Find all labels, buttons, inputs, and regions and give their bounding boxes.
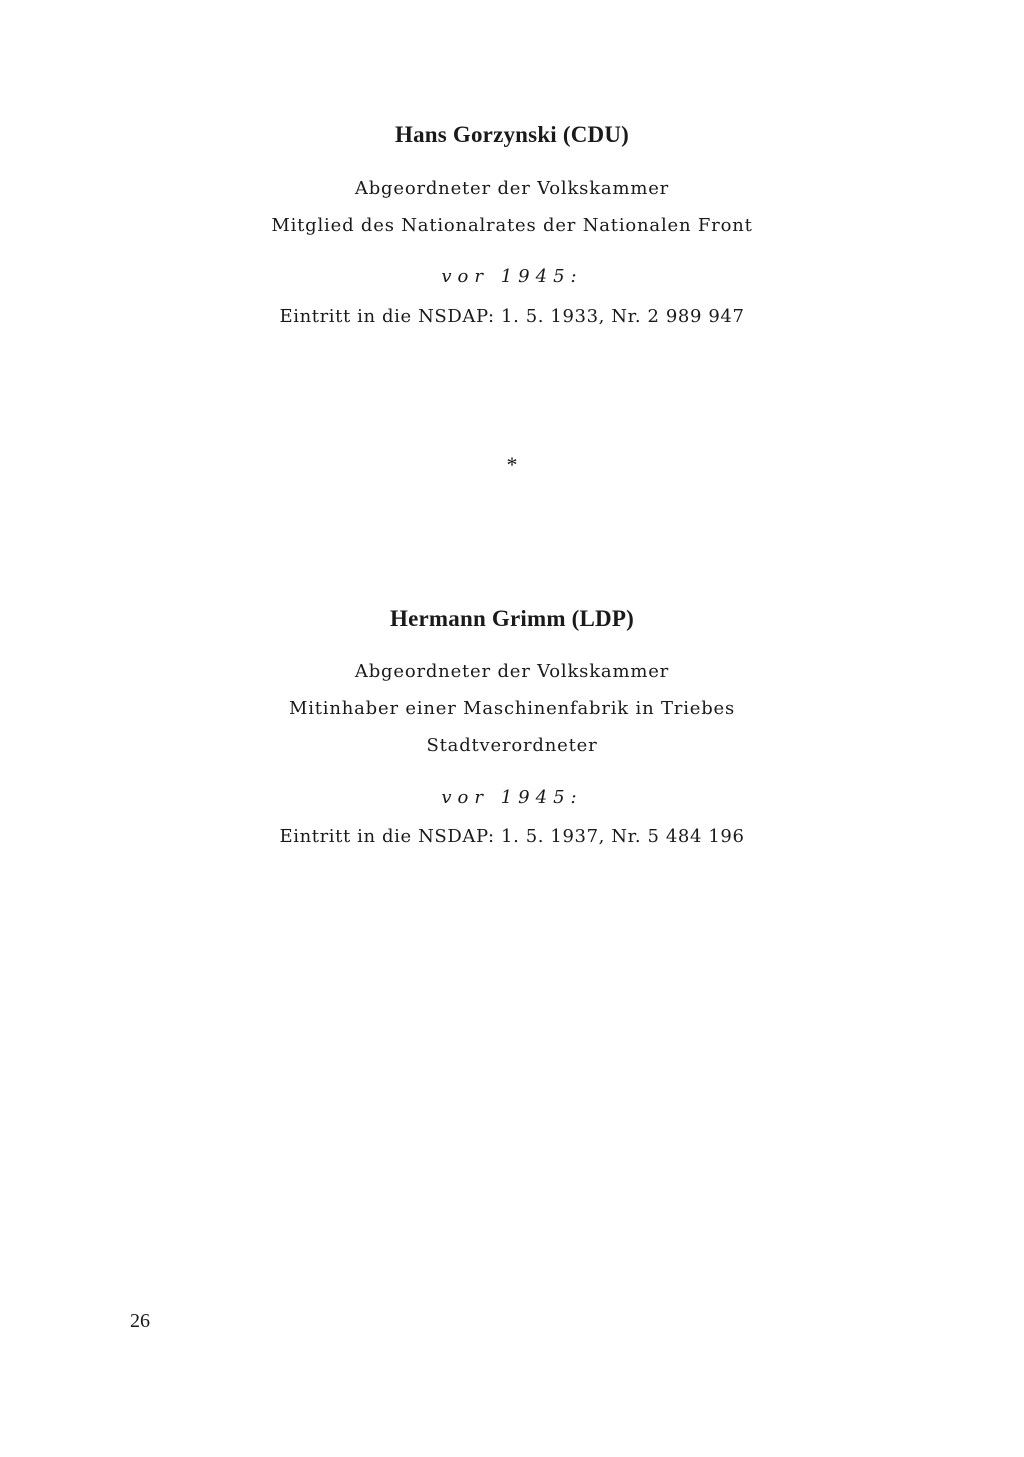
entry-position: Mitglied des Nationalrates der Nationalen Front xyxy=(271,215,753,236)
entry-position: Abgeordneter der Volkskammer xyxy=(354,661,670,682)
entry-era-heading: vor 1945: xyxy=(441,266,583,287)
entry-position: Stadtverordneter xyxy=(426,735,598,756)
entry-name: Hermann Grimm (LDP) xyxy=(390,606,634,631)
entry-position: Abgeordneter der Volkskammer xyxy=(354,178,670,199)
page-number: 26 xyxy=(130,1310,150,1332)
entry-era-heading: vor 1945: xyxy=(441,787,583,808)
section-separator: * xyxy=(506,452,518,477)
entry-membership: Eintritt in die NSDAP: 1. 5. 1933, Nr. 2 989 947 xyxy=(279,306,745,327)
entry-membership: Eintritt in die NSDAP: 1. 5. 1937, Nr. 5 484 196 xyxy=(279,826,745,847)
entry-name: Hans Gorzynski (CDU) xyxy=(394,122,629,147)
entry-position: Mitinhaber einer Maschinenfabrik in Triebes xyxy=(288,698,736,719)
